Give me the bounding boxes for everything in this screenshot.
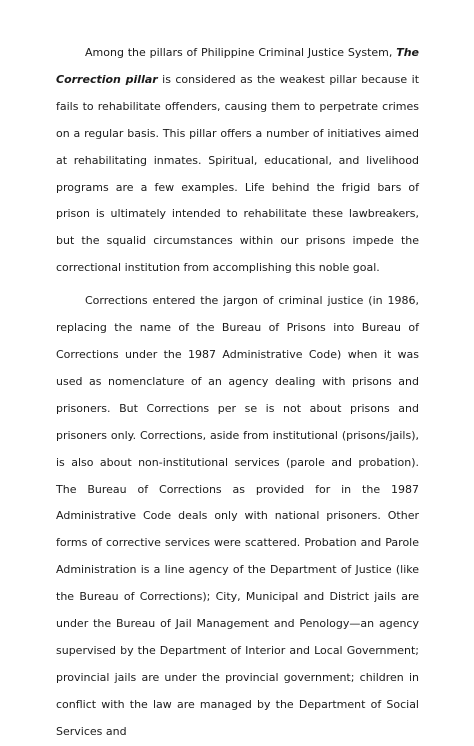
- paragraph-1-rest: is considered as the weakest pillar because it fails to rehabilitate offenders, causing them to perpetrate crimes on a regular basis. This pillar offers a number of initiatives aimed at rehabilitating inmates. Spiritual, educational, and livelihood programs are a few examples. Life behind the frigid bars of prison is ultimately intended to rehabilitate these lawbreakers, but the squalid circumstances within our prisons impede the correctional institution from accomplishing this noble goal.: [56, 72, 420, 275]
- paragraph-2: Corrections entered the jargon of criminal justice (in 1986, replacing the name of the Bureau of Prisons into Bureau of Corrections under the 1987 Administrative Code) when it was used as nomenclature of an agency dealing with prisons and prisoners. But Corrections per se is not about prisons and prisoners only. Corrections, aside from institutional (prisons/jails), is also about non-institutional services (parole and probation). The Bureau of Corrections as provided for in the 1987 Administrative Code deals only with national prisoners. Other forms of corrective services were scattered. Probation and Parole Administration is a line agency of the Department of Justice (like the Bureau of Corrections); City, Municipal and District jails are under the Bureau of Jail Management and Penology—an agency supervised by the Department of Interior and Local Government; provincial jails are under the provincial government; children in conflict with the law are managed by the Department of Social Services and: [56, 294, 419, 738]
- paragraph-1-lead: Among the pillars of Philippine Criminal Justice System,: [85, 46, 397, 59]
- paragraph-1-emphasis: The Correction pillar: [56, 46, 419, 86]
- paragraph-1: [56, 40, 419, 282]
